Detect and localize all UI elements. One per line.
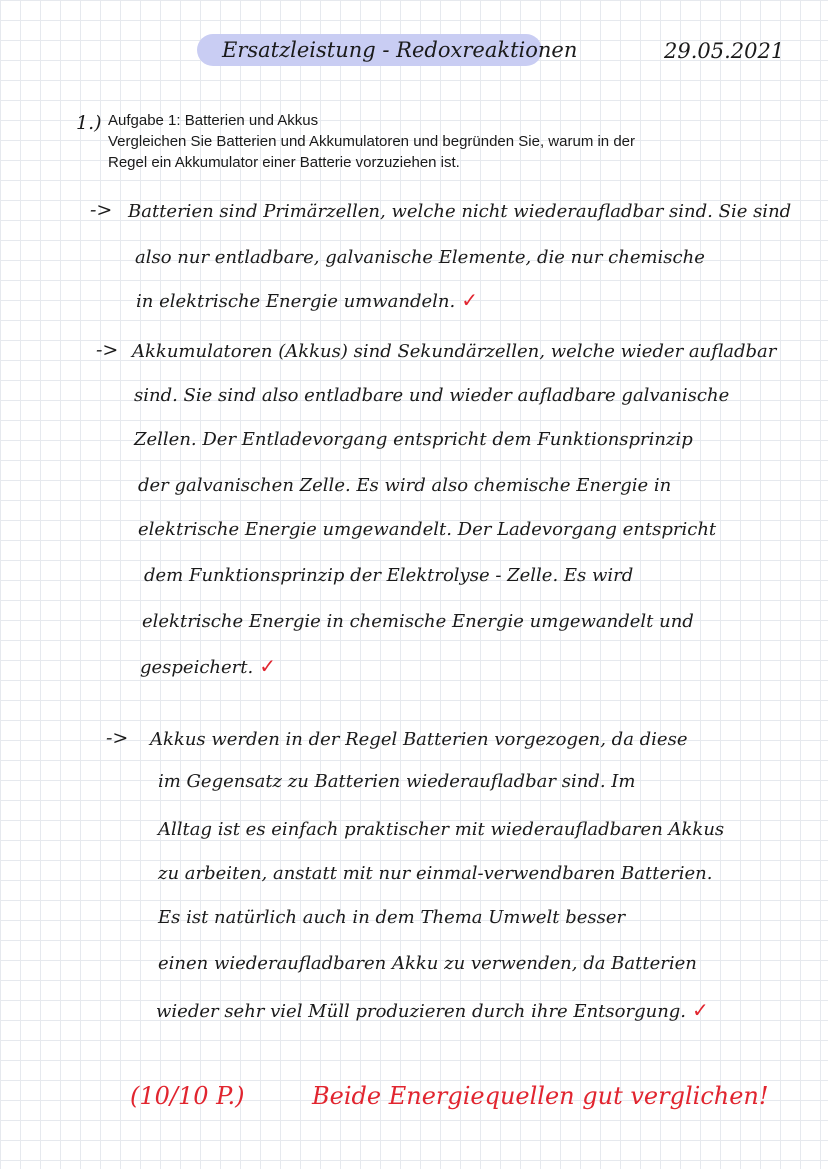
- score: (10/10 P.): [130, 1082, 245, 1110]
- answer-line: Akkus werden in der Regel Batterien vorgezogen, da diese: [150, 729, 688, 750]
- task-line: Vergleichen Sie Batterien und Akkumulatoren und begründen Sie, warum in der: [108, 133, 635, 150]
- task-number: 1.): [76, 112, 102, 134]
- answer-line: sind. Sie sind also entladbare und wieder aufladbare galvanische: [134, 385, 730, 406]
- answer-line: elektrische Energie in chemische Energie umgewandelt und: [142, 611, 694, 632]
- answer-line: Batterien sind Primärzellen, welche nicht wiederaufladbar sind. Sie sind: [128, 201, 792, 222]
- answer-line: Akkumulatoren (Akkus) sind Sekundärzellen, welche wieder aufladbar: [132, 341, 777, 362]
- teacher-comment: Beide Energiequellen gut verglichen!: [312, 1082, 769, 1110]
- page-title: Ersatzleistung - Redoxreaktionen: [222, 38, 578, 62]
- task-statement: [108, 110, 788, 173]
- answer-line: elektrische Energie umgewandelt. Der Ladevorgang entspricht: [138, 519, 717, 540]
- bullet-arrow: ->: [96, 339, 119, 361]
- task-line: Regel ein Akkumulator einer Batterie vorzuziehen ist.: [108, 154, 460, 171]
- answer-line: Zellen. Der Entladevorgang entspricht dem Funktionsprinzip: [134, 429, 693, 450]
- check-mark-icon: ✓: [692, 998, 709, 1022]
- page-date: 29.05.2021: [664, 39, 785, 63]
- task-heading: Aufgabe 1: Batterien und Akkus: [108, 112, 319, 129]
- answer-line-text: wieder sehr viel Müll produzieren durch ihre Entsorgung.: [156, 1001, 687, 1022]
- answer-line: also nur entladbare, galvanische Elemente, die nur chemische: [135, 247, 705, 268]
- check-mark-icon: ✓: [461, 288, 478, 312]
- answer-line: einen wiederaufladbaren Akku zu verwenden, da Batterien: [158, 953, 697, 974]
- answer-line: Es ist natürlich auch in dem Thema Umwelt besser: [158, 907, 626, 928]
- bullet-arrow: ->: [90, 199, 113, 221]
- check-mark-icon: ✓: [259, 654, 276, 678]
- answer-line: dem Funktionsprinzip der Elektrolyse - Zelle. Es wird: [144, 565, 634, 586]
- answer-line: [136, 288, 478, 314]
- answer-line: Alltag ist es einfach praktischer mit wiederaufladbaren Akkus: [158, 819, 725, 840]
- answer-line: der galvanischen Zelle. Es wird also chemische Energie in: [138, 475, 672, 496]
- answer-line: zu arbeiten, anstatt mit nur einmal-verwendbaren Batterien.: [158, 863, 713, 884]
- answer-line: im Gegensatz zu Batterien wiederaufladbar sind. Im: [158, 771, 636, 792]
- answer-line: [156, 998, 709, 1024]
- answer-line-text: in elektrische Energie umwandeln.: [136, 291, 456, 312]
- bullet-arrow: ->: [106, 727, 129, 749]
- answer-line: [140, 654, 276, 680]
- answer-line-text: gespeichert.: [140, 657, 254, 678]
